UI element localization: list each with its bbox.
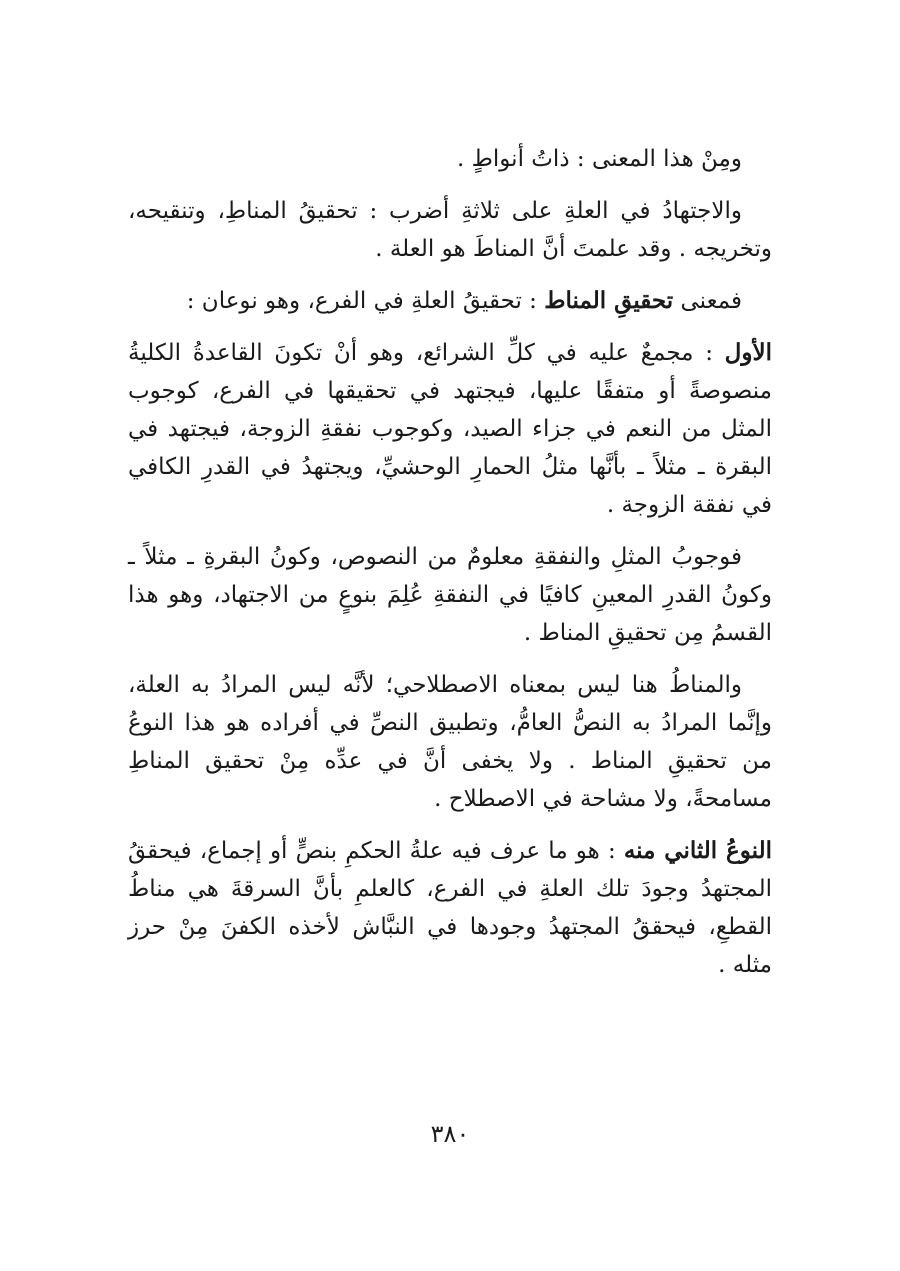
paragraph-1-text: ومِنْ هذا المعنى : ذاتُ أنواطٍ . bbox=[457, 146, 742, 172]
paragraph-7-lead: النوعُ الثاني منه bbox=[623, 837, 772, 864]
paragraph-5 bbox=[128, 538, 772, 652]
paragraph-6-text: والمناطُ هنا ليس بمعناه الاصطلاحي؛ لأنَّه ليس المرادُ به العلة، وإنَّما المرادُ به النصُّ العامُّ، وتطبيق النصِّ في أفراده هو هذا النوعُ من تحقيقِ المناط . ولا يخفى أنَّ في عدِّه مِنْ تحقيق المناطِ مسامحةً، ولا مشاحة في الاصطلاح . bbox=[128, 672, 772, 812]
page-body bbox=[128, 140, 772, 998]
paragraph-2-text: والاجتهادُ في العلةِ على ثلاثةِ أضرب : تحقيقُ المناطِ، وتنقيحه، وتخريجه . وقد علمتَ أنَّ المناطَ هو العلة . bbox=[128, 198, 772, 262]
paragraph-6 bbox=[128, 666, 772, 818]
paragraph-3-prefix: فمعنى bbox=[673, 288, 742, 314]
paragraph-2 bbox=[128, 192, 772, 268]
paragraph-3-text: : تحقيقُ العلةِ في الفرع، وهو نوعان : bbox=[186, 288, 545, 314]
page-number: ٣٨٠ bbox=[430, 1120, 470, 1148]
paragraph-3 bbox=[128, 282, 772, 320]
paragraph-4-lead: الأول bbox=[724, 339, 772, 366]
paragraph-3-lead: تحقيقِ المناط bbox=[544, 287, 674, 314]
paragraph-7-text: : هو ما عرف فيه علةُ الحكمِ بنصٍّ أو إجماع، فيحققُ المجتهدُ وجودَ تلك العلةِ في الفرع، كالعلمِ بأنَّ السرقةَ هي مناطُ القطعِ، فيحققُ المجتهدُ وجودها في النبَّاش لأخذه الكفنَ مِنْ حرز مثله . bbox=[128, 838, 772, 978]
paragraph-7 bbox=[128, 832, 772, 984]
paragraph-5-text: فوجوبُ المثلِ والنفقةِ معلومٌ من النصوص، وكونُ البقرةِ ـ مثلاً ـ وكونُ القدرِ المعينِ كافيًا في النفقةِ عُلِمَ بنوعٍ من الاجتهاد، وهو هذا القسمُ مِن تحقيقِ المناط . bbox=[128, 544, 772, 646]
paragraph-4 bbox=[128, 334, 772, 524]
paragraph-1 bbox=[128, 140, 772, 178]
paragraph-4-text: : مجمعٌ عليه في كلِّ الشرائع، وهو أنْ تكونَ القاعدةُ الكليةُ منصوصةً أو متفقًا عليها، فيجتهد في تحقيقها في الفرع، كوجوب المثل من النعم في جزاء الصيد، وكوجوب نفقةِ الزوجة، فيجتهد في البقرة ـ مثلاً ـ بأنَّها مثلُ الحمارِ الوحشيِّ، ويجتهدُ في القدرِ الكافي في نفقة الزوجة . bbox=[128, 340, 772, 518]
